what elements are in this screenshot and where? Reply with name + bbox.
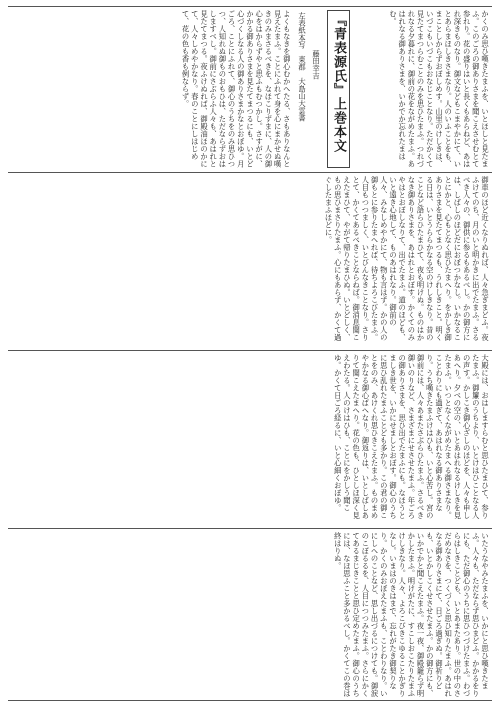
band-3-line: うち嘆きたまふけはひも、いと心苦し。 bbox=[425, 369, 435, 504]
band-1-right-line: 花の盛りはいと長くもあらねど、あはれ深きものなり。 bbox=[453, 10, 472, 168]
subtitle: 左表紙本写 東郡 大島山大雲書 bbox=[298, 12, 307, 122]
band-1-right-line: 御文などもこまやかにて、いとあらまほしきさまなり。 bbox=[444, 10, 463, 168]
band-4-line: かの御方にも、いかでかと聞こえたまふ。 bbox=[416, 532, 435, 697]
band-3-line: 花の色も、ひとしほ深く見えわたる。 bbox=[342, 354, 362, 519]
band-3-line: さるべき御いのりなど、さまざまにせさせたまふ。 bbox=[407, 354, 426, 519]
band-1-left-line: 御前にさぶらふ人々も、あはれと見たてまつる。 bbox=[199, 10, 219, 168]
band-4-line: 世の中のさだめなさを、つくづくと思ひ知りたまふ。 bbox=[444, 532, 463, 697]
band-4-line: 人々、よろこびきこゆることかぎりなし。 bbox=[388, 532, 408, 697]
band-3-line: この君の御ことをのみ、あけくれ思ひきこえたまふ。 bbox=[370, 354, 389, 519]
text-band-1 bbox=[10, 10, 490, 168]
band-3-line: 御返りは、いとしばしありて聞こえたまへり。 bbox=[352, 354, 371, 519]
top-rule bbox=[8, 6, 492, 7]
band-4-line: かくてこの巻は終はりぬ。 bbox=[333, 532, 352, 697]
band-2-line: 心にもあらず、かくて過ぐしたまふほどに。 bbox=[324, 176, 343, 341]
band-rule-2 bbox=[8, 350, 492, 351]
band-2-line: かの御方には、しばしのほどだにおぼつかなし。 bbox=[453, 176, 472, 341]
band-2-line: いとどしく、もの思ひまさりたまふ。 bbox=[333, 176, 352, 341]
title-block bbox=[311, 10, 350, 168]
band-1-left-line: 月ごろ、ことにふれて、御心のうちをのみ思ひつつ、 bbox=[218, 10, 246, 168]
band-2-line: 明くる日は、いとうららかなる空のけしきなり。 bbox=[425, 176, 444, 341]
band-1-left-line: なほこりずまに、人の御心をはからずやと思ふもむつかし。 bbox=[255, 10, 274, 168]
band-3-line: 大殿には、おはしますらむと思ひたまひて、参りたまふ。 bbox=[471, 354, 490, 519]
band-3-line: かしこき御心ざしのほどを、人々も申しあへり。 bbox=[453, 354, 472, 519]
band-3-line: 御簾のうちより、いとけはひことなる人の声す。 bbox=[462, 354, 481, 519]
band-rule-3 bbox=[8, 528, 492, 529]
band-1-left-line: 人知れぬ御ものおもひは、ただならずおはしますべし。 bbox=[209, 10, 228, 168]
band-4-line: 御心のうちには、なほ思ふこと多かるべし。 bbox=[342, 532, 362, 697]
band-4-line: わづらはしきことども、いとあまたあり。 bbox=[453, 532, 472, 697]
band-1-right-line: あはれなる御ありさまを、いかでか忘れたまはむ。 bbox=[388, 10, 417, 168]
band-2-line: かくてのみやはとおぼしなりて、出でたまふ。 bbox=[398, 176, 417, 341]
band-rule-1 bbox=[8, 172, 492, 173]
band-1-right-line: つれづれなる夕暮れに、御前の花をながめたまふ。 bbox=[407, 10, 426, 168]
band-3-line: ことわりにも過ぎて、あはれなる御ありさまなり。 bbox=[425, 354, 444, 512]
band-3-line: 宮の御前には、人々あまたさぶらひたまふ。 bbox=[416, 354, 435, 519]
band-4-line: かかるをりにも、ただ御心のうちに思ひつづけたまふ。 bbox=[462, 532, 481, 697]
band-3-line: かくて日ごろ経るに、いと心細くおぼゆ。 bbox=[333, 369, 343, 512]
bottom-rule bbox=[8, 700, 492, 701]
band-2-text bbox=[10, 176, 490, 346]
band-1-right-line: 山里のけしきは、いづこもいづこもおなじことなり。 bbox=[425, 10, 444, 168]
band-1-left-line: ことにふれて身を心にまかせぬ嘆きのみまさるべきを、 bbox=[264, 10, 283, 168]
text-band-3 bbox=[10, 354, 490, 524]
band-1-left-line: 春のことにしはじめて、花の色も香も例ならず。 bbox=[181, 10, 200, 160]
band-2-line: 人目もつつましく、いとびんなきことなり。 bbox=[361, 176, 371, 326]
band-1-right-text bbox=[350, 10, 490, 168]
band-3-line: ものまめやかなる御心ばへなり。 bbox=[361, 354, 380, 519]
band-4-line: 夜一夜、御殿籠らず明かしたまふ。 bbox=[407, 532, 426, 697]
band-2-line: かの人の御もとに参りたまへれば、待ちよろこびたまふ。 bbox=[370, 176, 389, 341]
band-2-line: ものはかなき御ありさまを、あはれとおぼす。 bbox=[407, 176, 426, 341]
band-2-line: をかしき御ありさまを見たてまつるも、うれしきこと。 bbox=[434, 176, 454, 341]
band-2-line: 夜ふけてのち、月のいと明かきに出でたまふ。 bbox=[471, 176, 490, 341]
band-4-line: 御涙のこぼるるを、人目につつみたまふ。 bbox=[361, 532, 380, 697]
band-3-line: 夕べの空の、いとあはれなるけしきを見たまふ。 bbox=[444, 354, 463, 519]
band-2-line: さるべき人々の、御供に参るもあるべし。 bbox=[462, 176, 481, 341]
band-4-line: さらにかくてあるまじきことと思ひ定めたまふ。 bbox=[352, 532, 371, 697]
band-3-line: いつとなくながめたまへる御さまなり。 bbox=[444, 384, 454, 519]
author-name: 藤田幸吉 bbox=[312, 50, 321, 80]
band-3-text bbox=[10, 354, 490, 524]
band-4-line: いまはのきはまで、忘れがたき御契りなり。 bbox=[379, 532, 398, 690]
band-4-line: あはれなる御ありさまにて、日ごろ過ぎぬ。 bbox=[434, 532, 454, 697]
band-3-line: なほうとましき世を、いかにせましとおぼす。 bbox=[388, 354, 408, 519]
band-2-line: さりとて、かくてあるべきことならねば。 bbox=[352, 176, 371, 341]
band-3-line: 年ごろの御ありさまを、思ひ出でたまふにも。 bbox=[398, 354, 417, 519]
band-2-line: いかなることにかと、心もとなく思ひたまへり。 bbox=[444, 176, 463, 341]
band-1-right-line: このごろの御ありさまを聞こえさせむとて参れり。 bbox=[462, 10, 481, 168]
band-4-line: 人々も、ただならず思ひまどふ。 bbox=[471, 547, 481, 660]
band-2-line: 道のほども、いと遠き心地して、ものあはれなり。 bbox=[388, 176, 408, 341]
band-1-left-text bbox=[42, 10, 292, 168]
band-2-line: 御車のほど近くなりぬれば、人々急ぎまどふ。 bbox=[481, 176, 490, 334]
band-4-line: いにしへのことなど、思し出づるにつけても。 bbox=[370, 532, 389, 697]
band-4-line: 明けがたに、すこしおこたりたまふけしきなり。 bbox=[398, 532, 417, 697]
band-2-line: 御消息聞こえたまひて、やがて帰りたまひぬ。 bbox=[342, 176, 362, 341]
band-4-line: 御祈りども、いとかしこくせさせたまふ。 bbox=[425, 532, 444, 690]
band-2-line: 御前の人々、みなしめやかにて、物も言はず。 bbox=[379, 176, 398, 326]
band-4-line: いたうなやみたまふを、いかにと思ひ嘆きたまふ。 bbox=[471, 532, 490, 690]
band-1-left-line: さすがに、かかる御ありさまを見たてまつるにも、 bbox=[245, 10, 265, 168]
band-1-right-line: 人のいふことをも、まことしからずおぼしめす。 bbox=[434, 10, 454, 168]
band-3-line: 人のけはひも、ことにをかしう聞こゆ。 bbox=[333, 354, 352, 512]
band-1-left-line: いとど心づくしなる人の御ありさまかなとおぼゆ。 bbox=[236, 10, 255, 168]
band-1-right-line: かくのみ思ひ嘆きたまふを、いとほしと見たまふ。 bbox=[471, 10, 490, 168]
band-1-right-line: ただかくて見たてまつらむことのみを思ひたまふ。 bbox=[416, 10, 435, 168]
page-title: 『青表源氏』上巻本文 bbox=[327, 10, 350, 168]
band-2-line: 昔のことなど語らひたまひて、夜も明けぬ。 bbox=[416, 176, 435, 341]
band-1-left-line: 夜ふけぬれば、御殿油ほのかにて、人々しめやかなり。 bbox=[190, 10, 209, 168]
text-band-4 bbox=[10, 532, 490, 698]
band-3-line: 御心のうちに思ひ乱れたまふことども多かり。 bbox=[379, 354, 398, 519]
band-4-line: かくのみおぼえたまふも、ことわりなり。 bbox=[379, 547, 389, 690]
band-1-left-line: よくもなきを御心むかへたる、さもありなんと見えたまふ。 bbox=[273, 10, 292, 168]
text-band-2 bbox=[10, 176, 490, 346]
band-4-text bbox=[10, 532, 490, 698]
